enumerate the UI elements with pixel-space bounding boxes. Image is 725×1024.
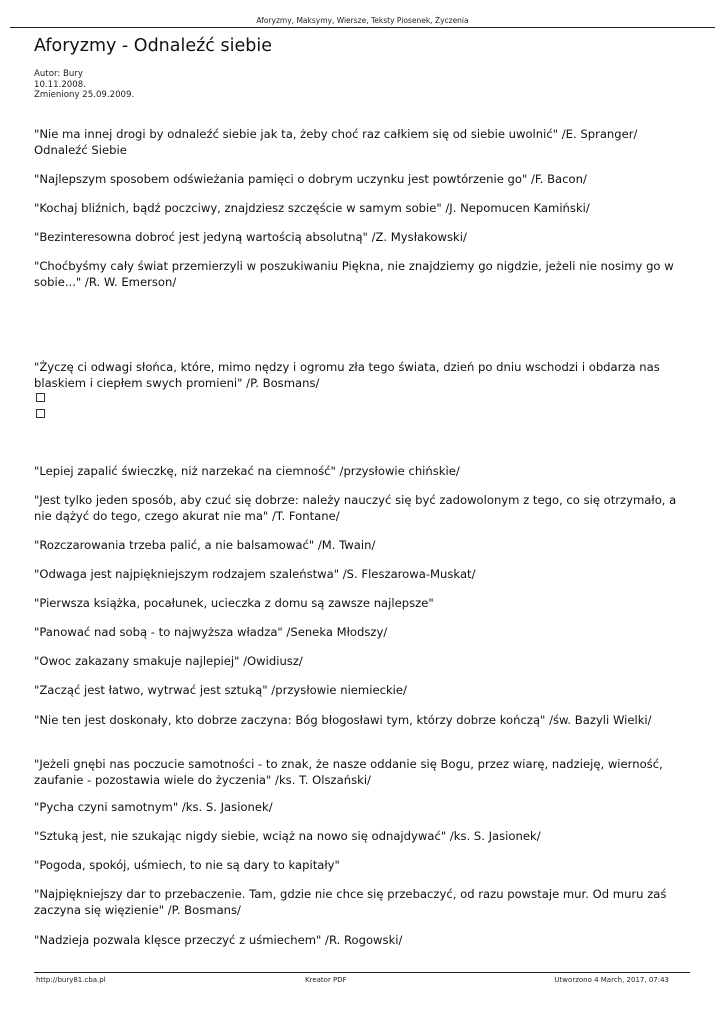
quote-paragraph: "Lepiej zapalić świeczkę, niż narzekać na ciemność" /przysłowie chińskie/ bbox=[34, 464, 460, 478]
quote-paragraph: "Pogoda, spokój, uśmiech, to nie są dary to kapitały" bbox=[34, 858, 340, 872]
quote-paragraph: "Panować nad sobą - to najwyższa władza" /Seneka Młodszy/ bbox=[34, 625, 388, 639]
header-divider bbox=[10, 27, 715, 28]
author-line: Autor: Bury bbox=[34, 69, 83, 79]
quote-paragraph: "Życzę ci odwagi słońca, które, mimo nędzy i ogromu zła tego świata, dzień po dniu wschodzi i obdarza nas blaskiem i ciepłem swych promieni" /P. Bosmans/ bbox=[34, 360, 660, 390]
quote-paragraph: "Jeżeli gnębi nas poczucie samotności - to znak, że nasze oddanie się Bogu, przez wiarę, nadzieję, wierność, zaufanie - pozostawia wiele do życzenia" /ks. T. Olszański/ bbox=[34, 757, 663, 787]
quote-paragraph: "Pycha czyni samotnym" /ks. S. Jasionek/ bbox=[34, 800, 273, 814]
modified-date: Zmieniony 25.09.2009. bbox=[34, 90, 135, 100]
quote-paragraph: "Nie ma innej drogi by odnaleźć siebie jak ta, żeby choć raz całkiem się od siebie uwolnić" /E. Spranger/ Odnaleźć Siebie bbox=[34, 127, 638, 157]
quote-paragraph: "Owoc zakazany smakuje najlepiej" /Owidiusz/ bbox=[34, 654, 303, 668]
footer-divider bbox=[34, 972, 690, 973]
quote-paragraph: "Kochaj bliźnich, bądź poczciwy, znajdziesz szczęście w samym sobie" /J. Nepomucen Kamiński/ bbox=[34, 201, 590, 215]
quote-paragraph: "Nie ten jest doskonały, kto dobrze zaczyna: Bóg błogosławi tym, którzy dobrze kończą" /św. Bazyli Wielki/ bbox=[34, 713, 652, 727]
quote-paragraph: "Nadzieja pozwala klęsce przeczyć z uśmiechem" /R. Rogowski/ bbox=[34, 933, 403, 947]
created-date: 10.11.2008. bbox=[34, 79, 86, 90]
quote-paragraph: "Pierwsza książka, pocałunek, ucieczka z domu są zawsze najlepsze" bbox=[34, 596, 434, 610]
footer-created: Utworzono 4 March, 2017, 07:43 bbox=[554, 976, 669, 984]
footer-generator: Kreator PDF bbox=[305, 976, 347, 984]
article-meta bbox=[34, 69, 134, 101]
checkbox-glyph bbox=[36, 393, 45, 402]
checkbox-glyph bbox=[36, 409, 45, 418]
quote-paragraph: "Najlepszym sposobem odświeżania pamięci o dobrym uczynku jest powtórzenie go" /F. Bacon/ bbox=[34, 172, 587, 186]
quote-paragraph: "Rozczarowania trzeba palić, a nie balsamować" /M. Twain/ bbox=[34, 538, 376, 552]
quote-paragraph: "Sztuką jest, nie szukając nigdy siebie, wciąż na nowo się odnajdywać" /ks. S. Jasionek/ bbox=[34, 829, 541, 843]
quote-paragraph: "Zacząć jest łatwo, wytrwać jest sztuką" /przysłowie niemieckie/ bbox=[34, 683, 407, 697]
footer-url: http://bury81.cba.pl bbox=[36, 976, 106, 984]
quote-paragraph: "Odwaga jest najpiękniejszym rodzajem szaleństwa" /S. Fleszarowa-Muskat/ bbox=[34, 567, 476, 581]
quote-paragraph: "Jest tylko jeden sposób, aby czuć się dobrze: należy nauczyć się być zadowolonym z tego, co się otrzymało, a nie dążyć do tego, czego akurat nie ma" /T. Fontane/ bbox=[34, 493, 677, 523]
quote-paragraph: "Bezinteresowna dobroć jest jedyną wartością absolutną" /Z. Mysłakowski/ bbox=[34, 230, 467, 244]
quote-paragraph: "Najpiękniejszy dar to przebaczenie. Tam, gdzie nie chce się przebaczyć, od razu powstaje mur. Od muru zaś zaczyna się więzienie" /P. Bosmans/ bbox=[34, 887, 667, 917]
site-header-title: Aforyzmy, Maksymy, Wiersze, Teksty Piosenek, Życzenia bbox=[256, 16, 469, 25]
page-title: Aforyzmy - Odnaleźć siebie bbox=[34, 36, 272, 56]
quote-paragraph: "Choćbyśmy cały świat przemierzyli w poszukiwaniu Piękna, nie znajdziemy go nigdzie, jeżeli nie nosimy go w sobie..." /R. W. Emerson/ bbox=[34, 259, 674, 289]
